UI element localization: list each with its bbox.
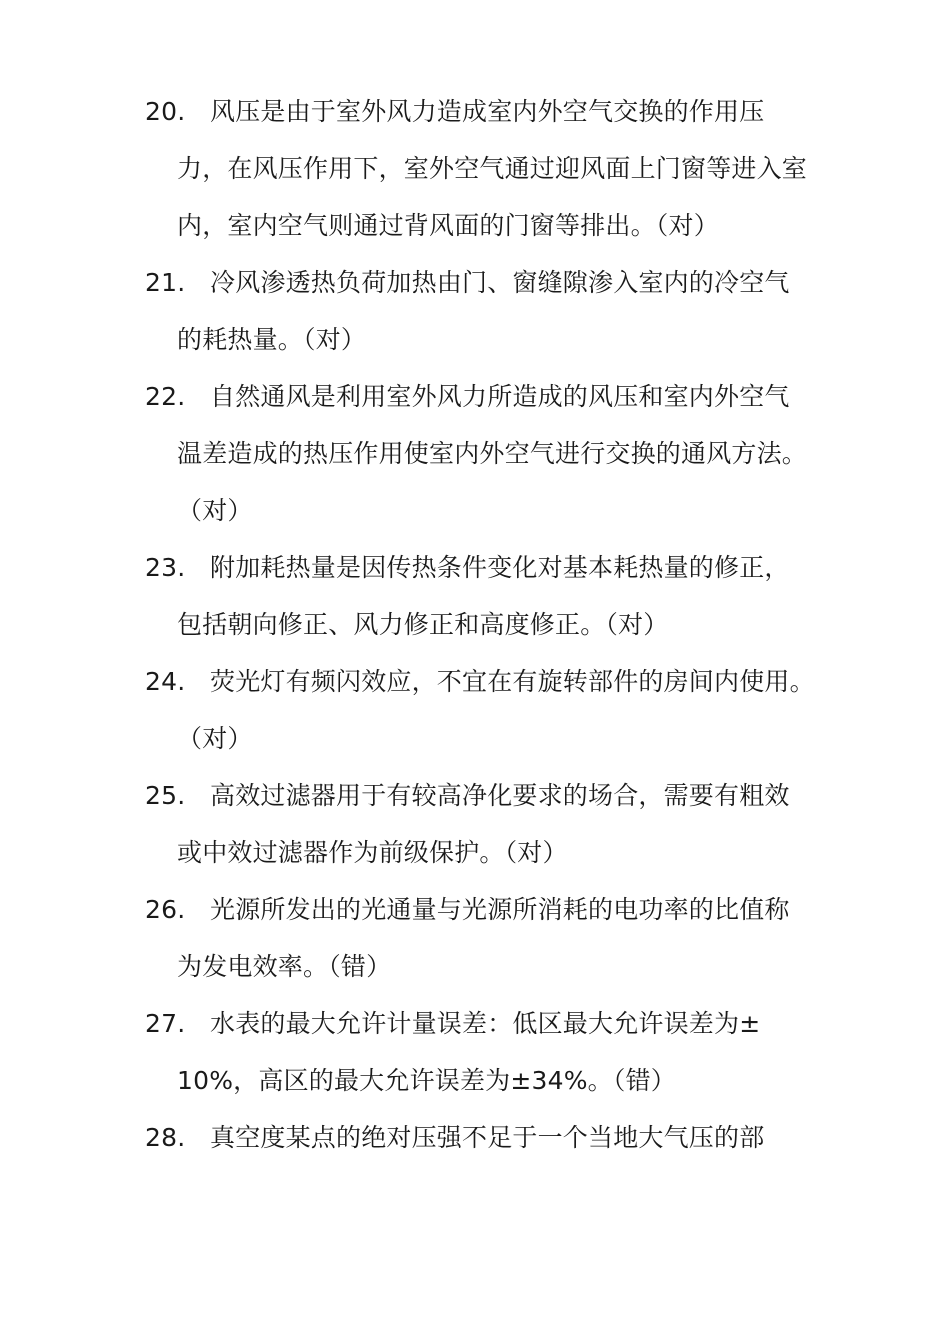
item-text-line: 高效过滤器用于有较高净化要求的场合，需要有粗效 <box>210 781 790 810</box>
item-text-line: 包括朝向修正、风力修正和高度修正。（对） <box>177 610 669 639</box>
item-text-line: （对） <box>177 496 253 525</box>
item-text-line: （对） <box>177 724 253 753</box>
item-text-line: 温差造成的热压作用使室内外空气进行交换的通风方法。 <box>177 439 808 468</box>
item-text-line: 真空度某点的绝对压强不足于一个当地大气压的部 <box>210 1123 765 1152</box>
item-number: 27. <box>145 1009 186 1038</box>
item-number: 26. <box>145 895 186 924</box>
item-text-line: 内，室内空气则通过背风面的门窗等排出。（对） <box>177 211 719 240</box>
item-text-line: 光源所发出的光通量与光源所消耗的电功率的比值称 <box>210 895 790 924</box>
item-number: 25. <box>145 781 186 810</box>
item-text-line: 为发电效率。（错） <box>177 952 392 981</box>
item-text-line: 10%，高区的最大允许误差为±34%。（错） <box>177 1066 676 1095</box>
item-text-line: 风压是由于室外风力造成室内外空气交换的作用压 <box>210 97 765 126</box>
item-text-line: 荧光灯有频闪效应，不宜在有旋转部件的房间内使用。 <box>210 667 815 696</box>
item-number: 28. <box>145 1123 186 1152</box>
item-text-line: 的耗热量。（对） <box>177 325 367 354</box>
item-number: 23. <box>145 553 186 582</box>
item-text-line: 自然通风是利用室外风力所造成的风压和室内外空气 <box>210 382 790 411</box>
item-text-line: 力，在风压作用下，室外空气通过迎风面上门窗等进入室 <box>177 154 808 183</box>
item-number: 20. <box>145 97 186 126</box>
item-text-line: 水表的最大允许计量误差：低区最大允许误差为± <box>210 1009 761 1038</box>
item-text-line: 冷风渗透热负荷加热由门、窗缝隙渗入室内的冷空气 <box>210 268 790 297</box>
item-number: 22. <box>145 382 186 411</box>
item-number: 24. <box>145 667 186 696</box>
item-text-line: 或中效过滤器作为前级保护。（对） <box>177 838 568 867</box>
item-number: 21. <box>145 268 186 297</box>
item-text-line: 附加耗热量是因传热条件变化对基本耗热量的修正， <box>210 553 790 582</box>
